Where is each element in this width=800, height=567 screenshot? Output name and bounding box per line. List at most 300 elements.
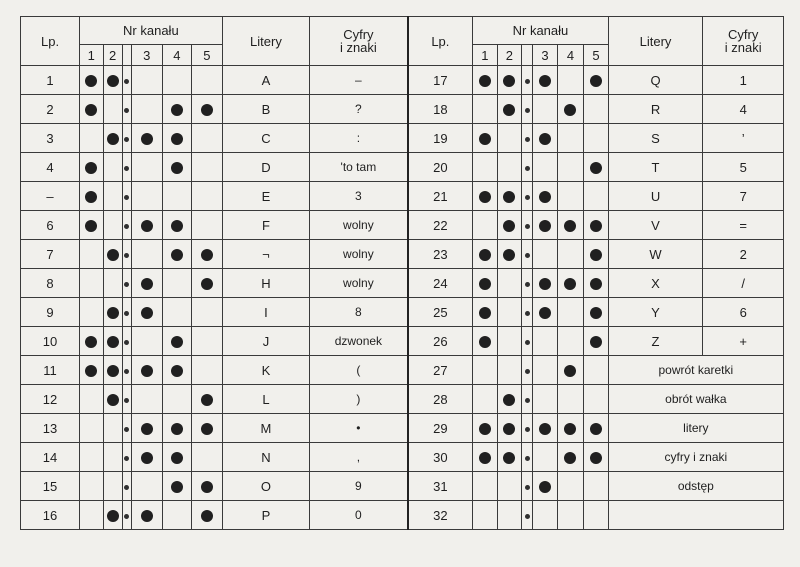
row-number: 26	[408, 327, 473, 356]
punched-hole	[171, 249, 183, 261]
figure-cell: wolny	[310, 211, 408, 240]
figure-cell: 'to tam	[310, 153, 408, 182]
channel-cell	[533, 356, 557, 385]
code-row	[21, 240, 784, 269]
lp-header: Lp.	[21, 17, 80, 66]
punched-hole	[85, 336, 97, 348]
letter-cell: T	[608, 153, 703, 182]
figure-cell: 1	[703, 66, 784, 95]
sprocket-cell	[522, 269, 533, 298]
channel-cell	[162, 240, 192, 269]
row-number: 14	[21, 443, 80, 472]
sprocket-hole	[124, 282, 129, 287]
punched-hole	[171, 452, 183, 464]
letter-cell: O	[222, 472, 310, 501]
sprocket-hole	[124, 427, 129, 432]
punched-hole	[503, 423, 515, 435]
sprocket-header	[122, 45, 131, 66]
channel-cell	[473, 501, 497, 530]
channel-cell	[497, 501, 521, 530]
figure-cell: 7	[703, 182, 784, 211]
punched-hole	[503, 452, 515, 464]
row-number: 23	[408, 240, 473, 269]
punched-hole	[590, 162, 602, 174]
sprocket-hole	[525, 311, 530, 316]
channel-cell	[162, 153, 192, 182]
punched-hole	[564, 104, 576, 116]
sprocket-cell	[522, 327, 533, 356]
channel-cell	[80, 501, 103, 530]
channel-cell	[103, 501, 122, 530]
channel-cell	[132, 385, 163, 414]
sprocket-cell	[522, 182, 533, 211]
punched-hole	[539, 133, 551, 145]
function-cell: obrót wałka	[608, 385, 783, 414]
sprocket-hole	[525, 253, 530, 258]
code-row	[21, 153, 784, 182]
sprocket-cell	[522, 124, 533, 153]
punched-hole	[107, 336, 119, 348]
channel-cell	[533, 327, 557, 356]
code-row	[21, 211, 784, 240]
channel-cell	[557, 443, 583, 472]
channel-cell	[473, 298, 497, 327]
channel-cell	[584, 95, 608, 124]
channel-cell	[80, 153, 103, 182]
channel-cell	[497, 298, 521, 327]
punched-hole	[201, 394, 213, 406]
channel-cell	[103, 298, 122, 327]
channel-number: 2	[103, 45, 122, 66]
row-number: 2	[21, 95, 80, 124]
channel-group-header: Nr kanału	[473, 17, 608, 45]
channel-cell	[80, 385, 103, 414]
channel-cell	[473, 414, 497, 443]
code-row	[21, 182, 784, 211]
punched-hole	[85, 220, 97, 232]
punched-hole	[107, 249, 119, 261]
sprocket-hole	[124, 79, 129, 84]
channel-cell	[192, 211, 223, 240]
punched-hole	[201, 278, 213, 290]
channel-cell	[557, 414, 583, 443]
channel-number: 3	[132, 45, 163, 66]
figure-cell: ’	[703, 124, 784, 153]
sprocket-hole	[525, 456, 530, 461]
sprocket-cell	[122, 298, 131, 327]
sprocket-cell	[522, 472, 533, 501]
channel-cell	[162, 414, 192, 443]
figure-cell: wolny	[310, 240, 408, 269]
channel-cell	[192, 298, 223, 327]
punched-hole	[141, 452, 153, 464]
header-row	[21, 17, 784, 45]
channel-cell	[497, 472, 521, 501]
channel-number: 1	[80, 45, 103, 66]
lp-header: Lp.	[408, 17, 473, 66]
sprocket-hole	[525, 166, 530, 171]
letter-cell: W	[608, 240, 703, 269]
sprocket-cell	[122, 182, 131, 211]
punched-hole	[564, 278, 576, 290]
channel-cell	[584, 501, 608, 530]
punched-hole	[590, 423, 602, 435]
channel-cell	[80, 298, 103, 327]
channel-number: 5	[584, 45, 608, 66]
figures-header	[310, 17, 408, 66]
sprocket-cell	[122, 385, 131, 414]
punched-hole	[141, 365, 153, 377]
figures-header-line1: Cyfry	[728, 27, 759, 42]
punched-hole	[479, 133, 491, 145]
channel-cell	[103, 95, 122, 124]
row-number: 18	[408, 95, 473, 124]
letter-cell: Y	[608, 298, 703, 327]
punched-hole	[201, 104, 213, 116]
channel-cell	[192, 414, 223, 443]
channel-cell	[533, 66, 557, 95]
channel-cell	[497, 240, 521, 269]
channel-cell	[80, 327, 103, 356]
letter-cell: P	[222, 501, 310, 530]
figures-header-line2: i znaki	[339, 40, 377, 55]
channel-cell	[497, 356, 521, 385]
sprocket-hole	[525, 340, 530, 345]
figures-header	[703, 17, 784, 66]
punched-hole	[539, 423, 551, 435]
figure-cell: :	[310, 124, 408, 153]
channel-cell	[584, 182, 608, 211]
channel-cell	[497, 153, 521, 182]
sprocket-cell	[122, 356, 131, 385]
sprocket-hole	[525, 108, 530, 113]
channel-cell	[132, 298, 163, 327]
row-number: 29	[408, 414, 473, 443]
sprocket-hole	[525, 398, 530, 403]
channel-cell	[103, 356, 122, 385]
channel-cell	[103, 124, 122, 153]
channel-cell	[162, 356, 192, 385]
channel-cell	[103, 385, 122, 414]
channel-cell	[584, 66, 608, 95]
channel-cell	[132, 356, 163, 385]
code-row	[21, 472, 784, 501]
channel-cell	[80, 211, 103, 240]
sprocket-cell	[522, 240, 533, 269]
channel-cell	[557, 385, 583, 414]
channel-cell	[557, 124, 583, 153]
punched-hole	[171, 220, 183, 232]
row-number: 17	[408, 66, 473, 95]
row-number: 22	[408, 211, 473, 240]
channel-cell	[533, 501, 557, 530]
channel-cell	[473, 95, 497, 124]
punched-hole	[479, 307, 491, 319]
punched-hole	[171, 336, 183, 348]
letter-cell: Z	[608, 327, 703, 356]
channel-cell	[192, 95, 223, 124]
figure-cell: 8	[310, 298, 408, 327]
channel-cell	[192, 153, 223, 182]
channel-number: 5	[192, 45, 223, 66]
row-number: 20	[408, 153, 473, 182]
punched-hole	[503, 104, 515, 116]
punched-hole	[479, 249, 491, 261]
channel-cell	[584, 211, 608, 240]
row-number: 3	[21, 124, 80, 153]
channel-cell	[80, 472, 103, 501]
figure-cell: wolny	[310, 269, 408, 298]
figure-cell: )	[310, 385, 408, 414]
punched-hole	[107, 365, 119, 377]
sprocket-cell	[522, 501, 533, 530]
sprocket-hole	[525, 427, 530, 432]
channel-cell	[132, 95, 163, 124]
channel-cell	[533, 414, 557, 443]
channel-cell	[132, 269, 163, 298]
channel-cell	[192, 472, 223, 501]
channel-cell	[80, 182, 103, 211]
figure-cell: ?	[310, 95, 408, 124]
punched-hole	[539, 307, 551, 319]
punched-hole	[590, 220, 602, 232]
sprocket-cell	[522, 95, 533, 124]
figure-cell: =	[703, 211, 784, 240]
channel-cell	[584, 327, 608, 356]
punched-hole	[107, 510, 119, 522]
code-row	[21, 298, 784, 327]
punched-hole	[201, 423, 213, 435]
channel-cell	[162, 298, 192, 327]
letter-cell: B	[222, 95, 310, 124]
sprocket-cell	[522, 385, 533, 414]
row-number: 30	[408, 443, 473, 472]
sprocket-cell	[522, 298, 533, 327]
row-number: 32	[408, 501, 473, 530]
row-number: –	[21, 182, 80, 211]
row-number: 31	[408, 472, 473, 501]
punched-hole	[479, 336, 491, 348]
letters-header: Litery	[608, 17, 703, 66]
channel-cell	[192, 240, 223, 269]
channel-cell	[497, 327, 521, 356]
channel-cell	[132, 327, 163, 356]
channel-cell	[473, 124, 497, 153]
channel-cell	[473, 240, 497, 269]
channel-cell	[162, 95, 192, 124]
row-number: 28	[408, 385, 473, 414]
channel-cell	[80, 240, 103, 269]
channel-cell	[533, 124, 557, 153]
punched-hole	[85, 365, 97, 377]
channel-cell	[80, 414, 103, 443]
channel-cell	[533, 211, 557, 240]
sprocket-cell	[122, 269, 131, 298]
channel-cell	[103, 327, 122, 356]
letter-cell: X	[608, 269, 703, 298]
sprocket-cell	[522, 443, 533, 472]
sprocket-cell	[122, 124, 131, 153]
channel-cell	[132, 66, 163, 95]
sprocket-cell	[122, 414, 131, 443]
punched-hole	[141, 510, 153, 522]
function-cell: cyfry i znaki	[608, 443, 783, 472]
sprocket-hole	[525, 195, 530, 200]
figures-header-line2: i znaki	[724, 40, 762, 55]
punched-hole	[107, 75, 119, 87]
punched-hole	[539, 278, 551, 290]
punched-hole	[479, 191, 491, 203]
sprocket-hole	[525, 485, 530, 490]
sprocket-hole	[525, 224, 530, 229]
punched-hole	[590, 336, 602, 348]
channel-cell	[103, 240, 122, 269]
channel-cell	[473, 153, 497, 182]
figure-cell: 3	[310, 182, 408, 211]
punched-hole	[141, 220, 153, 232]
channel-cell	[162, 385, 192, 414]
channel-cell	[192, 501, 223, 530]
channel-cell	[162, 472, 192, 501]
channel-cell	[533, 443, 557, 472]
code-row	[21, 443, 784, 472]
punched-hole	[479, 278, 491, 290]
channel-cell	[497, 443, 521, 472]
channel-cell	[557, 211, 583, 240]
channel-number: 2	[497, 45, 521, 66]
function-cell: odstęp	[608, 472, 783, 501]
channel-cell	[162, 211, 192, 240]
punched-hole	[85, 191, 97, 203]
punched-hole	[539, 75, 551, 87]
sprocket-cell	[522, 153, 533, 182]
figure-cell: ,	[310, 443, 408, 472]
channel-cell	[497, 211, 521, 240]
channel-cell	[557, 327, 583, 356]
sprocket-hole	[124, 311, 129, 316]
punched-hole	[590, 278, 602, 290]
row-number: 27	[408, 356, 473, 385]
sprocket-hole	[124, 369, 129, 374]
channel-number: 1	[473, 45, 497, 66]
channel-number: 4	[557, 45, 583, 66]
punched-hole	[564, 365, 576, 377]
channel-cell	[162, 327, 192, 356]
punched-hole	[503, 220, 515, 232]
channel-cell	[497, 385, 521, 414]
punched-hole	[564, 423, 576, 435]
channel-cell	[497, 95, 521, 124]
row-number: 25	[408, 298, 473, 327]
channel-cell	[162, 501, 192, 530]
punched-hole	[171, 423, 183, 435]
channel-cell	[103, 153, 122, 182]
letter-cell: L	[222, 385, 310, 414]
punched-hole	[171, 104, 183, 116]
sprocket-hole	[124, 195, 129, 200]
channel-cell	[80, 95, 103, 124]
letter-cell: Q	[608, 66, 703, 95]
channel-cell	[497, 182, 521, 211]
punched-hole	[85, 75, 97, 87]
punched-hole	[479, 423, 491, 435]
row-number: 8	[21, 269, 80, 298]
punched-hole	[564, 452, 576, 464]
channel-cell	[162, 269, 192, 298]
letter-cell: C	[222, 124, 310, 153]
channel-cell	[584, 124, 608, 153]
row-number: 24	[408, 269, 473, 298]
sprocket-hole	[124, 108, 129, 113]
punched-hole	[141, 423, 153, 435]
punched-hole	[539, 481, 551, 493]
channel-cell	[584, 153, 608, 182]
punched-hole	[590, 75, 602, 87]
sprocket-cell	[122, 472, 131, 501]
code-row	[21, 327, 784, 356]
letter-cell: E	[222, 182, 310, 211]
channel-cell	[132, 240, 163, 269]
channel-cell	[557, 182, 583, 211]
channel-cell	[162, 124, 192, 153]
row-number: 12	[21, 385, 80, 414]
punched-hole	[107, 394, 119, 406]
letter-cell: M	[222, 414, 310, 443]
channel-cell	[497, 414, 521, 443]
channel-cell	[533, 95, 557, 124]
figure-cell: 2	[703, 240, 784, 269]
channel-cell	[557, 269, 583, 298]
figure-cell: •	[310, 414, 408, 443]
channel-cell	[162, 182, 192, 211]
channel-cell	[103, 211, 122, 240]
channel-cell	[80, 269, 103, 298]
channel-cell	[103, 66, 122, 95]
channel-cell	[473, 66, 497, 95]
punched-hole	[503, 75, 515, 87]
figure-cell: (	[310, 356, 408, 385]
sprocket-cell	[122, 240, 131, 269]
punched-hole	[201, 510, 213, 522]
channel-cell	[557, 66, 583, 95]
channel-cell	[192, 385, 223, 414]
letters-header: Litery	[222, 17, 310, 66]
function-cell: powrót karetki	[608, 356, 783, 385]
channel-cell	[192, 443, 223, 472]
figure-cell: dzwonek	[310, 327, 408, 356]
letter-cell: F	[222, 211, 310, 240]
punched-hole	[141, 278, 153, 290]
channel-cell	[473, 385, 497, 414]
channel-cell	[557, 240, 583, 269]
channel-cell	[162, 443, 192, 472]
channel-cell	[473, 182, 497, 211]
channel-cell	[473, 472, 497, 501]
channel-cell	[132, 472, 163, 501]
row-number: 19	[408, 124, 473, 153]
sprocket-cell	[122, 66, 131, 95]
channel-cell	[533, 385, 557, 414]
code-row	[21, 95, 784, 124]
punched-hole	[503, 191, 515, 203]
channel-cell	[132, 501, 163, 530]
channel-cell	[103, 269, 122, 298]
letter-cell: ¬	[222, 240, 310, 269]
channel-cell	[132, 211, 163, 240]
sprocket-hole	[124, 224, 129, 229]
channel-cell	[533, 269, 557, 298]
figure-cell: +	[703, 327, 784, 356]
